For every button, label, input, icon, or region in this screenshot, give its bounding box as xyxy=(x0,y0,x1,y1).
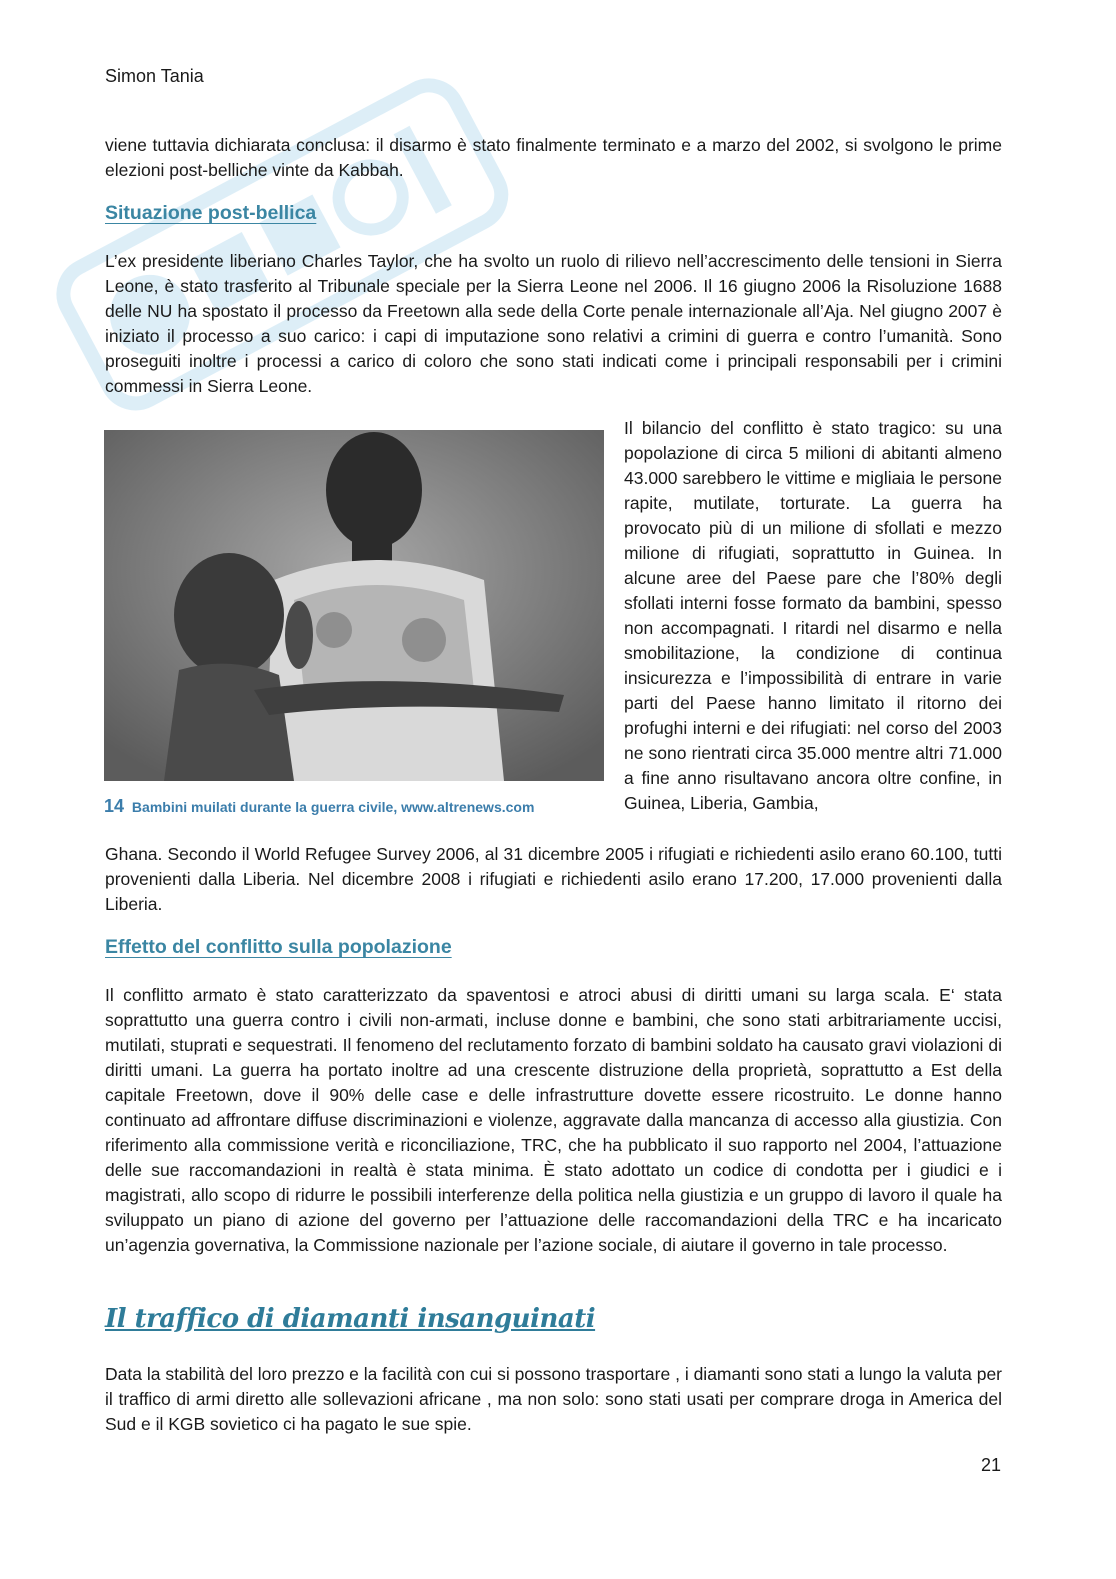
heading-diamonds: Il traffico di diamanti insanguinati xyxy=(105,1304,596,1334)
figure-caption-text: Bambini muilati durante la guerra civile, www.altrenews.com xyxy=(131,799,535,815)
paragraph-post-war: L’ex presidente liberiano Charles Taylor, che ha svolto un ruolo di rilievo nell’accrescimento delle tensioni in Sierra Leone, è stato trasferito al Tribunale speciale per la Sierra Leone nel 2006. Il 16 giugno 2006 la Risoluzione 1688 delle NU ha spostato il processo da Freetown alla sede della Corte penale internazionale all’Aja. Nel giugno 2007 è iniziato il processo a suo carico: i capi di imputazione sono relativi a crimini di guerra e contro l’umanità. Sono proseguiti inoltre i processi a carico di coloro che sono stati indicati come i principali responsabili per i crimini commessi in Sierra Leone. xyxy=(105,251,1002,396)
figure-caption xyxy=(104,796,534,817)
figure-number: 14 xyxy=(104,796,125,816)
paragraph-intro: viene tuttavia dichiarata conclusa: il disarmo è stato finalmente terminato e a marzo del 2002, si svolgono le prime elezioni post-belliche vinte da Kabbah. xyxy=(105,135,1002,180)
figure-photo xyxy=(104,430,604,781)
children-photo-image xyxy=(104,430,604,781)
paragraph-balance-full: Ghana. Secondo il World Refugee Survey 2006, al 31 dicembre 2005 i rifugiati e richiedenti asilo erano 60.100, tutti provenienti dalla Liberia. Nel dicembre 2008 i rifugiati e richiedenti asilo erano 17.200, 17.000 provenienti dalla Liberia. xyxy=(105,844,1002,914)
paragraph-diamonds: Data la stabilità del loro prezzo e la facilità con cui si possono trasportare , i diamanti sono stati a lungo la valuta per il traffico di armi diretto alle sollevazioni africane , ma non solo: sono stati usati per comprare droga in America del Sud e il KGB sovietico ci ha pagato le sue spie. xyxy=(105,1364,1002,1434)
heading-effect: Effetto del conflitto sulla popolazione xyxy=(105,936,452,958)
page-header-author: Simon Tania xyxy=(105,66,204,86)
paragraph-effect: Il conflitto armato è stato caratterizzato da spaventosi e atroci abusi di diritti umani su larga scala. E‘ stata soprattutto una guerra contro i civili non-armati, incluse donne e bambini, che sono stati arbitrariamente uccisi, mutilati, stuprati e sequestrati. Il fenomeno del reclutamento forzato di bambini soldato ha causato gravi violazioni di diritti umani. La guerra ha portato inoltre ad una crescente distruzione della proprietà, soprattutto a Est della capitale Freetown, dove il 90% delle case e delle infrastrutture dovette essere ricostruito. Le donne hanno continuato ad affrontare diffuse discriminazioni e violenze, aggravate dalla mancanza di accesso alla giustizia. Con riferimento alla commissione verità e riconciliazione, TRC, che ha pubblicato il suo rapporto nel 2004, l’attuazione delle sue raccomandazioni in realtà è stata minima. È stato adottato un codice di condotta per i giudici e i magistrati, allo scopo di ridurre le possibili interferenze della politica nella giustizia e un gruppo di lavoro il quale ha sviluppato un piano di azione del governo per l’attuazione delle raccomandazioni della TRC e ha incaricato un’agenzia governativa, la Commissione nazionale per l’azione sociale, di aiutare il governo in tale processo. xyxy=(105,985,1002,1255)
page-number: 21 xyxy=(981,1455,1002,1475)
heading-post-war: Situazione post-bellica xyxy=(105,202,317,224)
paragraph-balance-side: Il bilancio del conflitto è stato tragico: su una popolazione di circa 5 milioni di abitanti almeno 43.000 sarebbero le vittime e migliaia le persone rapite, mutilate, torturate. La guerra ha provocato più di un milione di sfollati e mezzo milione di rifugiati, soprattutto in Guinea. In alcune aree del Paese pare che l’80% degli sfollati interni fosse formato da bambini, spesso non accompagnati. I ritardi nel disarmo e nella smobilitazione, la condizione di continua insicurezza e l’impossibilità di entrare in varie parti del Paese hanno limitato il ritorno dei profughi interni e dei rifugiati: nel corso del 2003 ne sono rientrati circa 35.000 mentre altri 71.000 a fine anno risultavano ancora oltre confine, in Guinea, Liberia, Gambia, xyxy=(624,418,1002,813)
